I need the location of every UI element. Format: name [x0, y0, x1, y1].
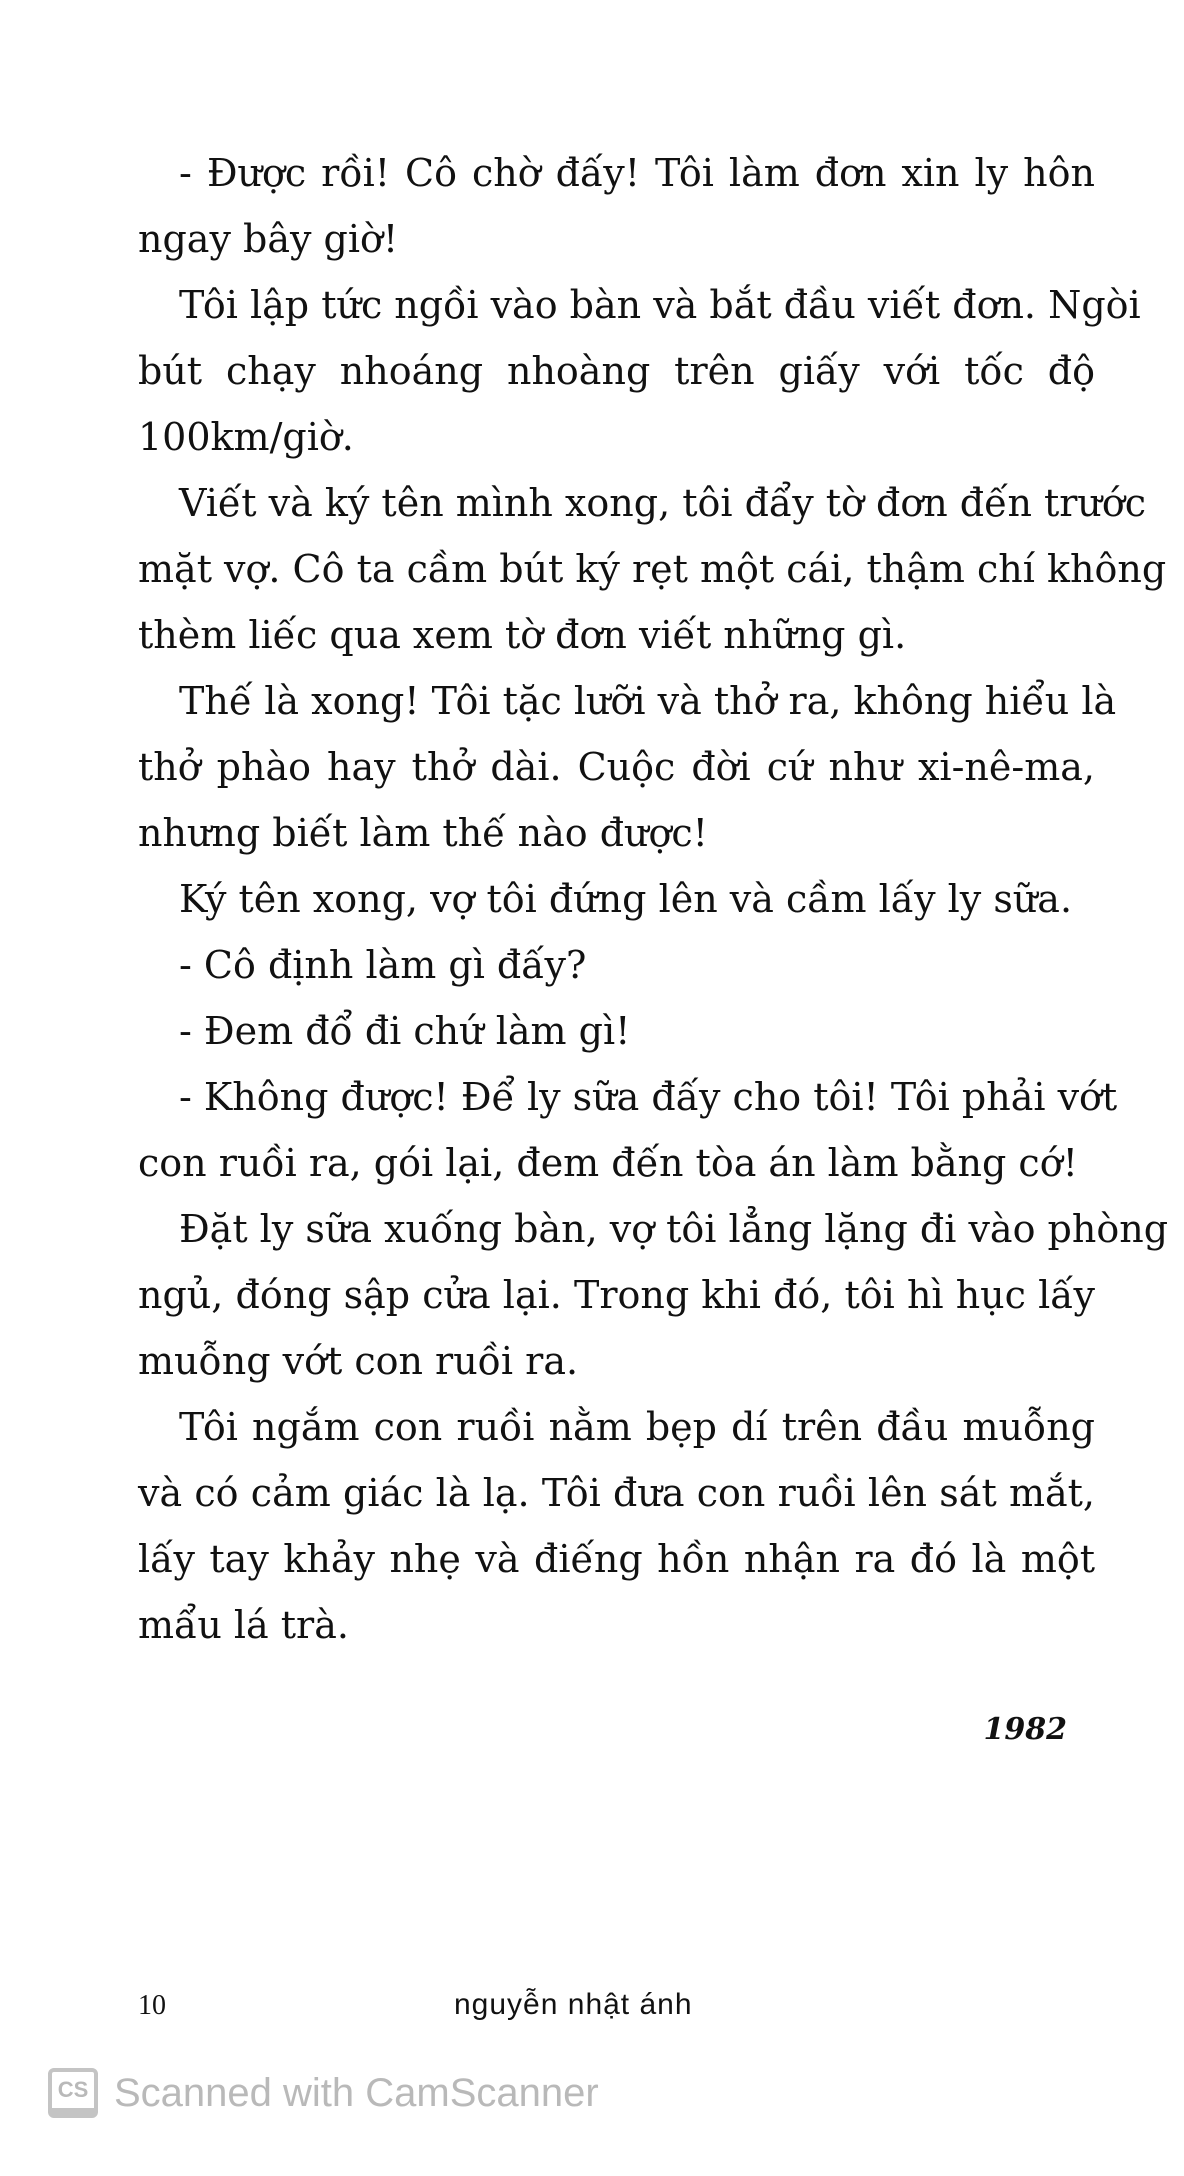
- watermark-text: Scanned with CamScanner: [114, 2070, 599, 2115]
- text-line: mặt vợ. Cô ta cầm bút ký rẹt một cái, thậm chí không: [138, 547, 1167, 591]
- page-number: 10: [138, 1990, 166, 2021]
- paragraph: [138, 866, 1095, 932]
- text-line: thở phào hay thở dài. Cuộc đời cứ như xi-nê-ma,: [138, 745, 1095, 789]
- paragraph: [138, 1064, 1118, 1196]
- text-line: ngủ, đóng sập cửa lại. Trong khi đó, tôi hì hục lấy: [138, 1273, 1095, 1317]
- text-line: 100km/giờ.: [138, 415, 354, 459]
- text-line: Tôi ngắm con ruồi nằm bẹp dí trên đầu muỗng: [179, 1405, 1095, 1449]
- text-line: Tôi lập tức ngồi vào bàn và bắt đầu viết đơn. Ngòi: [179, 283, 1141, 327]
- text-line: - Cô định làm gì đấy?: [179, 943, 587, 987]
- running-footer-author: nguyễn nhật ánh: [454, 1988, 693, 2021]
- text-line: Ký tên xong, vợ tôi đứng lên và cầm lấy ly sữa.: [179, 877, 1073, 921]
- camscanner-logo-icon: CS: [48, 2068, 98, 2118]
- paragraph: [138, 998, 1095, 1064]
- camscanner-watermark: [48, 2068, 599, 2118]
- text-line: Đặt ly sữa xuống bàn, vợ tôi lẳng lặng đi vào phòng: [179, 1207, 1169, 1251]
- text-line: con ruồi ra, gói lại, đem đến tòa án làm bằng cớ!: [138, 1141, 1078, 1185]
- text-line: và có cảm giác là lạ. Tôi đưa con ruồi lên sát mắt,: [138, 1471, 1095, 1515]
- text-line: mẩu lá trà.: [138, 1603, 349, 1647]
- paragraph: [138, 470, 1167, 668]
- text-line: - Được rồi! Cô chờ đấy! Tôi làm đơn xin ly hôn: [179, 151, 1095, 195]
- paragraph: [138, 140, 1095, 272]
- text-line: - Không được! Để ly sữa đấy cho tôi! Tôi phải vớt: [179, 1075, 1118, 1119]
- text-line: nhưng biết làm thế nào được!: [138, 811, 708, 855]
- text-line: ngay bây giờ!: [138, 217, 399, 261]
- paragraph: [138, 1196, 1169, 1394]
- text-line: Thế là xong! Tôi tặc lưỡi và thở ra, không hiểu là: [179, 679, 1117, 723]
- paragraph: [138, 272, 1141, 470]
- paragraph: [138, 932, 1095, 998]
- paragraph: [138, 1394, 1095, 1658]
- text-line: bút chạy nhoáng nhoàng trên giấy với tốc độ: [138, 349, 1095, 393]
- text-line: thèm liếc qua xem tờ đơn viết những gì.: [138, 613, 907, 657]
- year-signature: 1982: [983, 1712, 1067, 1747]
- paragraph: [138, 668, 1117, 866]
- text-line: - Đem đổ đi chứ làm gì!: [179, 1009, 631, 1053]
- text-line: muỗng vớt con ruồi ra.: [138, 1339, 579, 1383]
- text-line: lấy tay khảy nhẹ và điếng hồn nhận ra đó là một: [138, 1537, 1095, 1581]
- text-line: Viết và ký tên mình xong, tôi đẩy tờ đơn đến trước: [179, 481, 1147, 525]
